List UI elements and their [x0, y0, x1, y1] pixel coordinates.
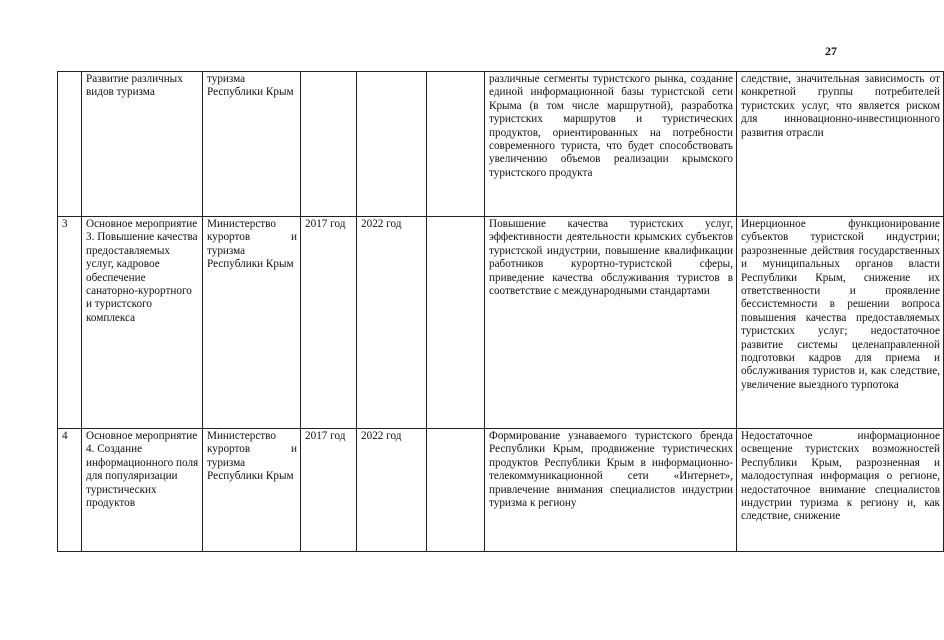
expected-result-cell: различные сегменты туристского рынка, создание единой информационной базы туристской сети Крыма (в том числе маршрутной), разработка туристских маршрутов и туристических продуктов, ориентированных на потребности современного туриста, что будет способствовать увеличению объемов реализации крымского туристского продукта — [485, 72, 737, 217]
activity-name-cell: Основное мероприятие 4. Создание информационного поля для популяризации туристических продуктов — [82, 429, 203, 552]
activities-table — [57, 71, 944, 552]
end-year-cell: 2022 год — [357, 429, 427, 552]
row-number-cell: 4 — [58, 429, 82, 552]
activity-name-cell: Основное мероприятие 3. Повышение качества предоставляемых услуг, кадровое обеспечение санаторно-курортного и туристского комплекса — [82, 217, 203, 429]
empty-cell — [427, 429, 485, 552]
table-row — [58, 217, 944, 429]
risk-consequence-cell: следствие, значительная зависимость от конкретной группы потребителей туристских услуг, что является риском для инновационно-инвестиционного развития отрасли — [737, 72, 944, 217]
start-year-cell — [301, 72, 357, 217]
risk-consequence-cell: Недостаточное информационное освещение туристских возможностей Республики Крым, разрозненная и малодоступная информация о регионе, недостаточное внимание специалистов индустрии туризма к региону и, как следствие, снижение — [737, 429, 944, 552]
executor-cell: Министерство курортов и туризма Республики Крым — [203, 217, 301, 429]
risk-consequence-cell: Инерционное функционирование субъектов туристской индустрии; разрозненные действия государственных и муниципальных органов власти Республики Крым, снижение их ответственности и проявление бессистемности в решении вопроса повышения качества предоставляемых туристских услуг; недостаточное развитие системы целенаправленной подготовки кадров для приема и обслуживания туристов и, как следствие, увеличение выездного турпотока — [737, 217, 944, 429]
empty-cell — [427, 217, 485, 429]
start-year-cell: 2017 год — [301, 217, 357, 429]
executor-cell: Министерство курортов и туризма Республики Крым — [203, 429, 301, 552]
expected-result-cell: Повышение качества туристских услуг, эффективности деятельности крымских субъектов туристской индустрии, повышение квалификации работников курортно-туристской сферы, приведение качества обслуживания туристов в соответствие с международными стандартами — [485, 217, 737, 429]
end-year-cell — [357, 72, 427, 217]
end-year-cell: 2022 год — [357, 217, 427, 429]
activity-name-cell: Развитие различных видов туризма — [82, 72, 203, 217]
expected-result-cell: Формирование узнаваемого туристского бренда Республики Крым, продвижение туристических продуктов Республики Крым в информационно-телекоммуникационной сети «Интернет», привлечение внимания специалистов индустрии туризма к региону — [485, 429, 737, 552]
table-row — [58, 429, 944, 552]
row-number-cell: 3 — [58, 217, 82, 429]
empty-cell — [427, 72, 485, 217]
table-row — [58, 72, 944, 217]
start-year-cell: 2017 год — [301, 429, 357, 552]
row-number-cell — [58, 72, 82, 217]
executor-cell: туризма Республики Крым — [203, 72, 301, 217]
page-number: 27 — [825, 44, 837, 58]
